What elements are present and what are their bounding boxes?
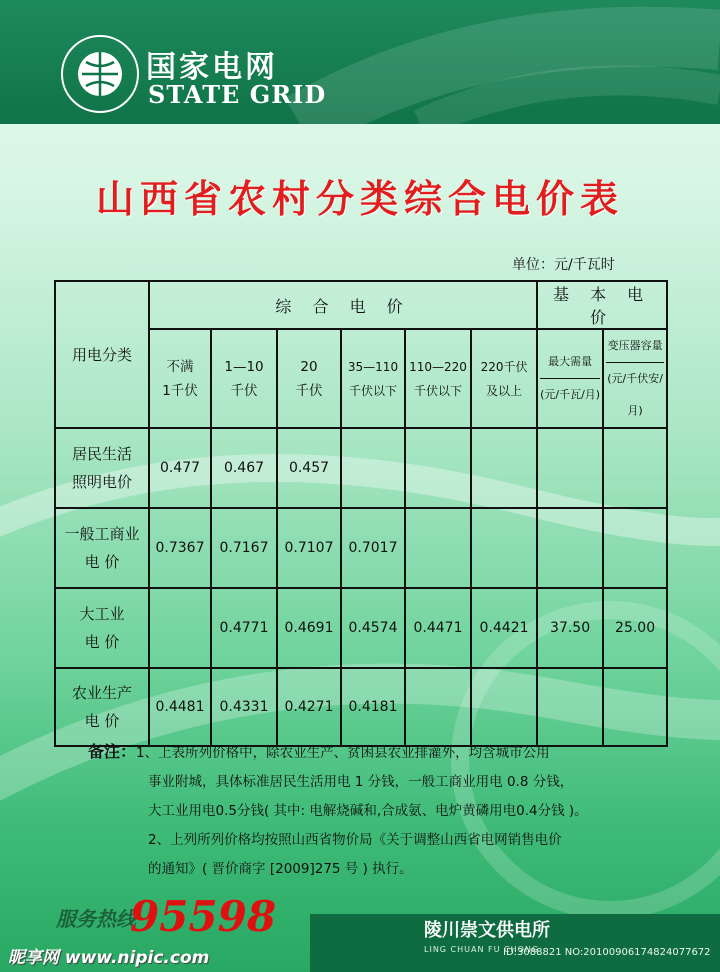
col-header: 20 千伏 bbox=[277, 329, 341, 428]
row-label: 一般工商业 电 价 bbox=[55, 508, 149, 588]
notes-section bbox=[88, 737, 678, 884]
table-cell: 0.7107 bbox=[277, 508, 341, 588]
brand-header bbox=[0, 0, 720, 124]
table-cell bbox=[603, 428, 667, 508]
table-row bbox=[55, 668, 667, 746]
note-line: 的通知》( 晋价商字 [2009]275 号 ) 执行。 bbox=[148, 861, 413, 877]
table-cell: 0.4471 bbox=[405, 588, 471, 668]
table-cell bbox=[405, 508, 471, 588]
row-label: 居民生活 照明电价 bbox=[55, 428, 149, 508]
table-row bbox=[55, 588, 667, 668]
table-cell: 0.7367 bbox=[149, 508, 211, 588]
col-header: 最大需量 (元/千瓦/月) bbox=[537, 329, 603, 428]
station-name: 陵川崇文供电所 bbox=[424, 920, 550, 941]
table-cell: 0.457 bbox=[277, 428, 341, 508]
state-grid-logo-icon bbox=[60, 34, 140, 114]
page-title: 山西省农村分类综合电价表 bbox=[95, 177, 624, 221]
row-label: 大工业 电 价 bbox=[55, 588, 149, 668]
hotline-label: 服务热线 bbox=[56, 907, 136, 931]
hotline-number: 95598 bbox=[130, 892, 277, 941]
group-basic-price: 基 本 电 价 bbox=[537, 281, 667, 329]
tariff-table bbox=[54, 280, 668, 747]
table-cell: 0.4331 bbox=[211, 668, 277, 746]
table-cell: 0.4271 bbox=[277, 668, 341, 746]
table-cell bbox=[405, 428, 471, 508]
notes-label: 备注： bbox=[88, 742, 137, 761]
note-line: 1、上表所列价格中，除农业生产、贫困县农业排灌外，均含城市公用 bbox=[136, 745, 550, 761]
table-cell: 0.477 bbox=[149, 428, 211, 508]
col-header: 220千伏 及以上 bbox=[471, 329, 537, 428]
table-cell bbox=[537, 428, 603, 508]
unit-label: 单位：元/千瓦时 bbox=[512, 257, 615, 273]
table-cell: 0.4771 bbox=[211, 588, 277, 668]
table-cell bbox=[405, 668, 471, 746]
table-cell: 0.4421 bbox=[471, 588, 537, 668]
table-cell: 37.50 bbox=[537, 588, 603, 668]
col-header: 变压器容量 (元/千伏安/月) bbox=[603, 329, 667, 428]
table-cell bbox=[471, 668, 537, 746]
table-cell bbox=[341, 428, 405, 508]
table-cell: 0.4574 bbox=[341, 588, 405, 668]
col-header: 35—110 千伏以下 bbox=[341, 329, 405, 428]
table-cell bbox=[471, 428, 537, 508]
table-cell: 0.7017 bbox=[341, 508, 405, 588]
table-cell bbox=[149, 588, 211, 668]
table-cell bbox=[471, 508, 537, 588]
brand-name-cn: 国家电网 bbox=[146, 50, 278, 85]
row-header-label: 用电分类 bbox=[55, 281, 149, 428]
col-header: 1—10 千伏 bbox=[211, 329, 277, 428]
table-row bbox=[55, 508, 667, 588]
table-cell: 0.4481 bbox=[149, 668, 211, 746]
col-header: 不满 1千伏 bbox=[149, 329, 211, 428]
table-cell bbox=[537, 508, 603, 588]
table-cell bbox=[603, 508, 667, 588]
watermark-site: 昵享网 www.nipic.com bbox=[8, 948, 210, 968]
row-label: 农业生产 电 价 bbox=[55, 668, 149, 746]
table-cell: 0.7167 bbox=[211, 508, 277, 588]
note-line: 大工业用电0.5分钱( 其中: 电解烧碱和,合成氨、电炉黄磷用电0.4分钱 )。 bbox=[148, 803, 588, 819]
brand-name-en: STATE GRID bbox=[148, 80, 327, 109]
note-line: 事业附城，具体标准居民生活用电 1 分钱，一般工商业用电 0.8 分钱， bbox=[148, 774, 574, 790]
table-cell bbox=[537, 668, 603, 746]
station-name-en: LING CHUAN FU CHONG bbox=[424, 945, 540, 954]
table-cell: 25.00 bbox=[603, 588, 667, 668]
col-header: 110—220 千伏以下 bbox=[405, 329, 471, 428]
table-cell: 0.467 bbox=[211, 428, 277, 508]
note-line: 2、上列所列价格均按照山西省物价局《关于调整山西省电网销售电价 bbox=[148, 832, 562, 848]
table-cell: 0.4691 bbox=[277, 588, 341, 668]
table-row bbox=[55, 428, 667, 508]
watermark-id: ID:3088821 NO:20100906174824077672 bbox=[503, 947, 711, 958]
table-cell bbox=[603, 668, 667, 746]
table-cell: 0.4181 bbox=[341, 668, 405, 746]
group-comprehensive-price: 综 合 电 价 bbox=[149, 281, 537, 329]
